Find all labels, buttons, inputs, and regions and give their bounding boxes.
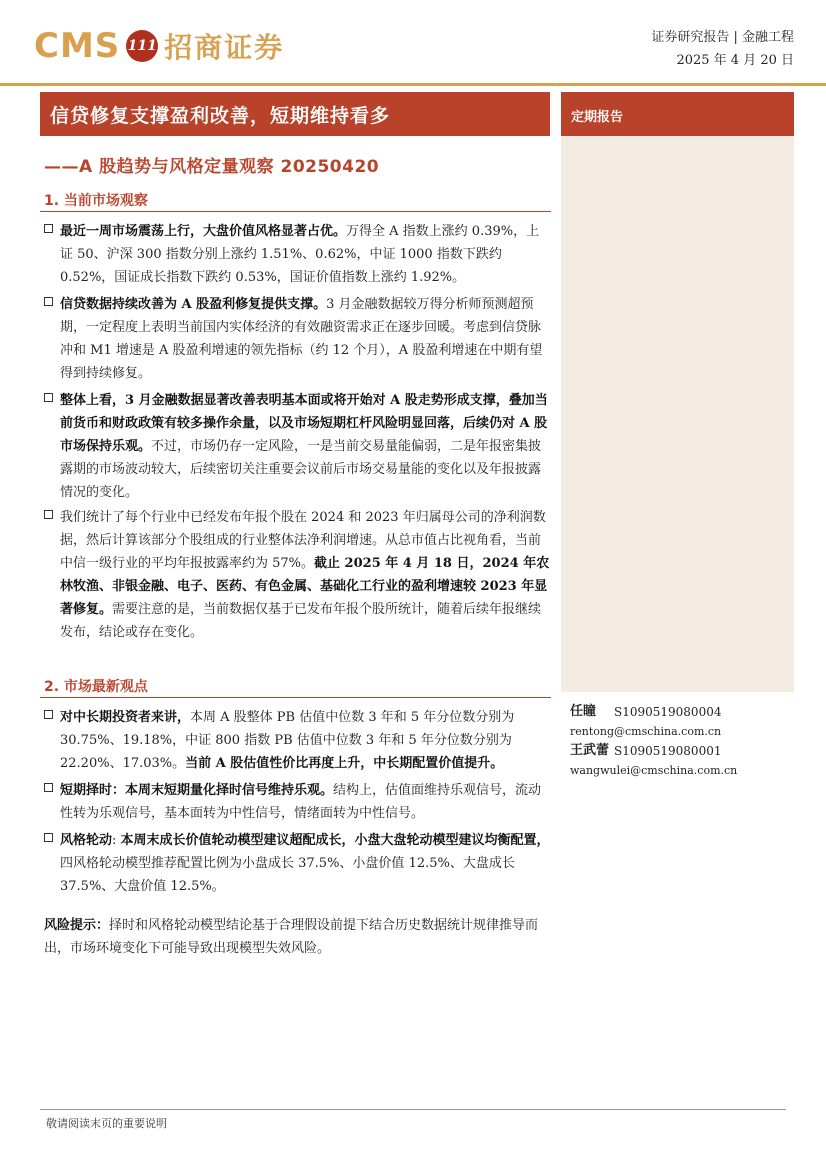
title-bar <box>40 92 550 136</box>
footer-disclaimer: 敬请阅读末页的重要说明 <box>46 1117 167 1130</box>
header-meta <box>651 26 794 72</box>
paragraph-overall-view <box>44 389 550 504</box>
body-text: 不过，市场仍存一定风险，一是当前交易量能偏弱，二是年报密集披露期的市场波动较大，后续密切关注重要会议前后市场交易量能的变化以及年报披露情况的变化。 <box>60 439 542 500</box>
report-date: 2025 年 4 月 20 日 <box>676 53 794 68</box>
page-title: 信贷修复支撑盈利改善，短期维持看多 <box>50 105 391 127</box>
checkbox-bullet-icon <box>44 710 53 719</box>
logo-mark-icon: 111 <box>126 30 158 62</box>
paragraph-market-summary <box>44 220 550 289</box>
bold-conclusion: 当前 A 股估值性价比再度上升，中长期配置价值提升。 <box>185 756 504 771</box>
header-divider <box>0 83 826 86</box>
bold-lead: 风格轮动 <box>60 833 113 848</box>
checkbox-bullet-icon <box>44 297 53 306</box>
logo-chinese-text: 招商证券 <box>164 31 285 64</box>
analyst-cert-number: S1090519080001 <box>614 744 722 758</box>
bold-highlight: 截止 2025 年 4 月 18 日，2024 年农林牧渔、非银金融、电子、医药、有色金属、基础化工行业的盈利增速较 2023 年显著修复。 <box>60 556 550 617</box>
report-type-label: 定期报告 <box>571 110 624 125</box>
analyst-cert-number: S1090519080004 <box>614 705 722 719</box>
risk-text: 择时和风格轮动模型结论基于合理假设前提下结合历史数据统计规律推导而出，市场环境变化下可能导致出现模型失效风险。 <box>44 918 539 956</box>
bold-lead: 信贷数据持续改善为 A 股盈利修复提供支撑。 <box>60 297 327 312</box>
paragraph-long-term <box>44 706 550 775</box>
bold-lead: 最近一周市场震荡上行，大盘价值风格显著占优。 <box>60 224 347 239</box>
body-text-tail: 需要注意的是，当前数据仅基于已发布年报个股所统计，随着后续年报继续发布，结论或存在变化。 <box>60 602 542 640</box>
bold-lead: 短期择时：本周末短期量化择时信号维持乐观。 <box>60 783 334 798</box>
section-2-rule <box>40 697 551 698</box>
risk-label: 风险提示： <box>44 918 110 933</box>
lead-colon: : <box>112 833 121 848</box>
body-text: 我们统计了每个行业中已经发布年报个股在 2024 和 2023 年归属母公司的净利润数据，然后计算该部分个股组成的行业整体法净利润增速。从总市值占比视角看，当前中信一级行业的平均年报披露率约为 57%。 <box>60 510 546 571</box>
section-2-title: 2. 市场最新观点 <box>44 679 148 695</box>
bold-lead: 对中长期投资者来讲， <box>60 710 191 725</box>
page-subtitle: ——A 股趋势与风格定量观察 20250420 <box>44 157 380 177</box>
report-category: 证券研究报告 | 金融工程 <box>651 30 794 45</box>
body-text: 万得全 A 指数上涨约 0.39%，上证 50、沪深 300 指数分别上涨约 1.51%、0.62%，中证 1000 指数下跌约 0.52%，国证成长指数下跌约 0.53%，国证价值指数上涨约 1.92%。 <box>60 224 540 285</box>
checkbox-bullet-icon <box>44 783 53 792</box>
paragraph-earnings-stats <box>44 506 550 644</box>
section-1-title: 1. 当前市场观察 <box>44 193 148 209</box>
checkbox-bullet-icon <box>44 224 53 233</box>
footer-divider <box>40 1109 786 1110</box>
body-text: 四风格轮动模型推荐配置比例为小盘成长 37.5%、小盘价值 12.5%、大盘成长 37.5%、大盘价值 12.5%。 <box>60 856 515 894</box>
paragraph-short-term-timing <box>44 779 550 825</box>
checkbox-bullet-icon <box>44 833 53 842</box>
analyst-name: 任瞳 <box>570 704 597 719</box>
analyst-name: 王武蕾 <box>570 743 610 758</box>
logo <box>34 22 284 70</box>
section-1-rule <box>40 211 551 212</box>
checkbox-bullet-icon <box>44 393 53 402</box>
bold-lead: 整体上看，3 月金融数据显著改善表明基本面或将开始对 A 股走势形成支撑，叠加当前货币和财政政策有较多操作余量，以及市场短期杠杆风险明显回落，后续仍对 A 股市场保持乐观。 <box>60 393 548 454</box>
paragraph-credit-data <box>44 293 550 385</box>
body-text: 本周 A 股整体 PB 估值中位数 3 年和 5 年分位数分别为 30.75%、19.18%，中证 800 指数 PB 估值中位数 3 年和 5 年分位数分别为 22.20%、17.03%。 <box>60 710 515 771</box>
analyst-email[interactable]: wangwulei@cmschina.com.cn <box>570 764 738 777</box>
analyst-card-1 <box>570 702 790 742</box>
analyst-card-2 <box>570 741 790 781</box>
paragraph-style-rotation <box>44 829 550 898</box>
analyst-email[interactable]: rentong@cmschina.com.cn <box>570 725 722 738</box>
body-text: 3 月金融数据较万得分析师预测超预期，一定程度上表明当前国内实体经济的有效融资需求正在逐步回暖。考虑到信贷脉冲和 M1 增速是 A 股盈利增速的领先指标（约 12 个月），A 股盈利增速在中期有望得到持续修复。 <box>60 297 543 381</box>
risk-warning <box>44 914 550 960</box>
report-type-bar <box>561 92 794 136</box>
logo-cms-text: CMS <box>34 26 121 66</box>
bold-recommendation: 本周末成长价值轮动模型建议超配成长，小盘大盘轮动模型建议均衡配置， <box>120 833 550 848</box>
checkbox-bullet-icon <box>44 510 53 519</box>
side-panel <box>561 136 794 692</box>
body-text: 结构上，估值面维持乐观信号，流动性转为乐观信号，基本面转为中性信号，情绪面转为中性信号。 <box>60 783 542 821</box>
